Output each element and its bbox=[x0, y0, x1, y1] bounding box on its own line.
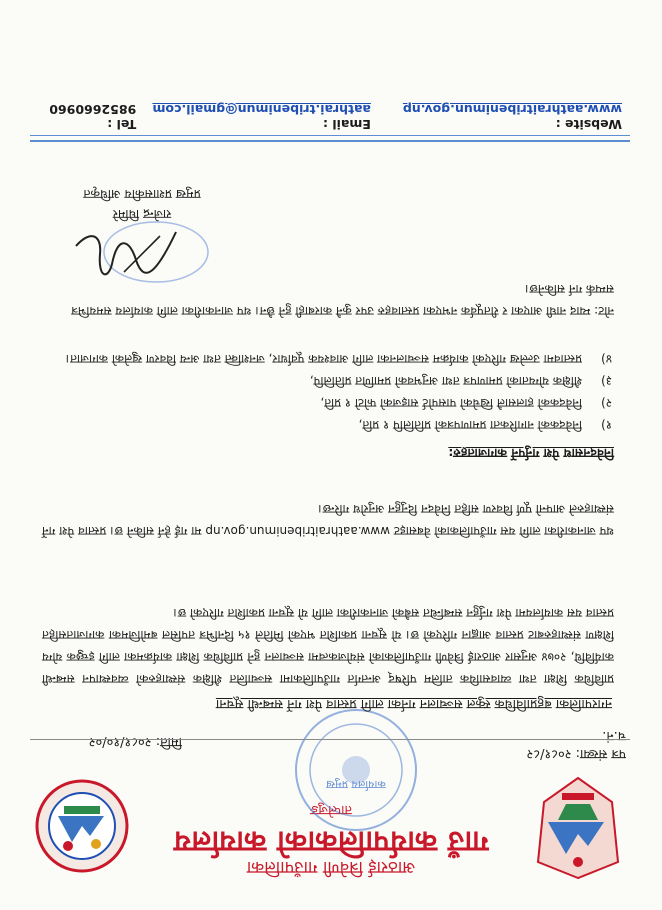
list-item-text: शैक्षिक योग्यताको प्रमाणपत्र तथा अनुभवको प्रमाणित प्रतिलिपि, bbox=[309, 374, 582, 388]
list-item-number: ३) bbox=[601, 374, 612, 388]
email-label: Email : bbox=[322, 117, 371, 132]
list-item bbox=[42, 414, 612, 436]
footer-telephone bbox=[32, 102, 136, 132]
list-item bbox=[42, 370, 612, 392]
telephone-label: Tel : bbox=[107, 117, 137, 132]
footer-email bbox=[136, 102, 371, 132]
signature-mark bbox=[66, 214, 216, 294]
footer-contacts bbox=[32, 102, 622, 132]
stamp-icon bbox=[290, 704, 422, 836]
note-text: नोट: म्याद नाघी आएका र रीतपूर्वक नभएका प्रस्तावहरु उपर कुनै कारबाही हुने छैन। थप जानकारीका लागि कार्यालय समयभित्र सम्पर्क गर्न सकिनेछ। bbox=[71, 282, 614, 318]
letter-subject: नगरपालिका बहुप्राविधिक स्कुल सञ्चालन गर्नका लागि प्रस्ताव पेश गर्ने सम्बन्धी सूचना bbox=[215, 696, 612, 711]
list-item-number: ४) bbox=[601, 352, 612, 366]
district-name: ताप्लेजुङ bbox=[310, 802, 352, 817]
website-label: Website : bbox=[555, 117, 622, 132]
letter-date bbox=[89, 734, 182, 752]
cha-number-label: च.नं. bbox=[602, 728, 626, 743]
letter-number-value: २०८१/८२ bbox=[526, 746, 572, 761]
stamp-label: कार्यालय प्रमुख bbox=[326, 778, 386, 791]
letter-date-label: मिति: bbox=[155, 734, 182, 749]
footer-website bbox=[371, 102, 622, 132]
cha-number bbox=[602, 728, 626, 746]
documents-heading: निवेदनसाथ पेश गर्नुपर्ने कागजातहरु: bbox=[448, 446, 614, 461]
website-link[interactable]: www.aathraitribenimun.gov.np bbox=[402, 102, 622, 117]
list-item-text: प्रस्तावमा उल्लेख गरिएको कार्यक्रम सञ्चालनका लागि आवश्यक पूर्वाधार, जनशक्ति तथा अन्य विवरण खुलेको कागजात। bbox=[65, 352, 582, 366]
documents-list bbox=[42, 348, 612, 436]
letter-date-value: २०८१/१०/०२ bbox=[88, 734, 152, 749]
list-item-number: २) bbox=[601, 396, 612, 410]
body-paragraph-2: थप जानकारीका लागि यस गाउँपालिकाको वेबसाइट www.aathraitribenimun.gov.np मा गई हेर्न सकिने छ। प्रस्ताव पेश गर्ने संस्थाहरुले आफ्नो पूर्ण विवरण सहित निवेदन दिनुहुन अनुरोध गरिन्छ। bbox=[42, 502, 614, 538]
list-item bbox=[42, 348, 612, 370]
footer-divider-thin bbox=[30, 135, 630, 136]
list-item-number: १) bbox=[601, 418, 612, 432]
organization-name: आठराई त्रिवेणी गाउँपालिका bbox=[246, 857, 416, 877]
signatory-name: राजेन्द्र घिमिरे bbox=[112, 207, 172, 222]
body-paragraph-1: प्राविधिक शिक्षा तथा व्यावसायिक तालिम परिषद् अन्तर्गत गाउँपालिकामा सञ्चालित शैक्षिक संस्थाहरुको व्यवस्थापन सम्बन्धी कार्यविधि, २०७४ अनुसार आठराई त्रिवेणी गाउँपालिकाको संयोजकत्वमा सञ्चालन हुने प्राविधिक शिक्षा कार्यक्रमका लागि इच्छुक योग्य शिक्षण संस्थाहरुबाट प्रस्ताव आह्वान गरिएको छ। यो सूचना प्रकाशित भएको मितिले १५ दिनभित्र तपसिल बमोजिमका कागजातसहित प्रस्ताव यस कार्यालयमा पेश गर्नुहुन सम्बन्धित सबैको जानकारीका लागि यो सूचना प्रकाशित गरिएको छ। bbox=[42, 606, 614, 686]
office-name: गाउँ कार्यपालिकाको कार्यालय bbox=[173, 825, 489, 859]
list-item-text: निवेदकको नागरिकता प्रमाणपत्रको प्रतिलिपि १ प्रति, bbox=[358, 418, 582, 432]
signatory-title: प्रमुख प्रशासकीय अधिकृत bbox=[83, 187, 201, 202]
list-item bbox=[42, 392, 612, 414]
header-divider bbox=[30, 739, 630, 740]
letter-number bbox=[527, 746, 626, 764]
list-item-text: निवेदकको हालसालै खिचेको पासपोर्ट साइजको फोटो १ प्रति, bbox=[320, 396, 582, 410]
footer-divider bbox=[30, 140, 630, 142]
telephone-number: 9852660960 bbox=[49, 102, 137, 117]
letter-number-label: पत्र संख्या: bbox=[575, 746, 626, 761]
signature-block bbox=[42, 184, 242, 224]
email-link[interactable]: aathrai.tribenimun@gmail.com bbox=[152, 102, 371, 117]
